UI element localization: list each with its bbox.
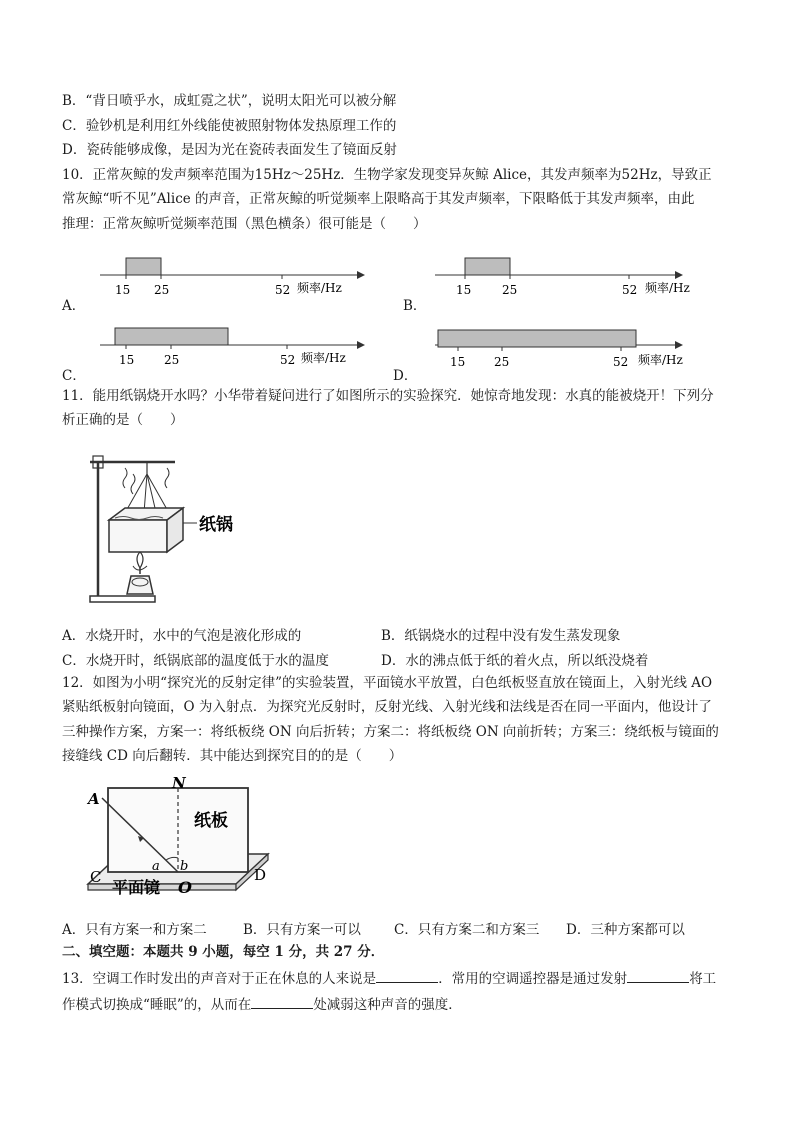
q10-a-tick-15: 15: [115, 283, 131, 297]
q11-option-c: C．水烧开时，纸锅底部的温度低于水的温度: [62, 653, 329, 669]
section-2-heading: 二、填空题：本题共 9 小题，每空 1 分，共 27 分．: [62, 944, 385, 960]
q10-b-tick-15: 15: [456, 283, 472, 297]
q13-line2: [62, 994, 462, 1014]
q10-a-tick-25: 25: [154, 283, 170, 297]
q10-option-c-scale: [95, 322, 375, 372]
q10-b-unit: 频率/Hz: [645, 281, 690, 295]
q10-option-d-label: D．: [393, 368, 418, 384]
q12-label-a: A: [88, 790, 100, 808]
q13-blank-3[interactable]: [251, 994, 313, 1009]
q12-stem-line2: 紧贴纸板射向镜面，O 为入射点．为探究光反射时，反射光线、入射光线和法线是否在同一平面内，他设计了: [62, 699, 712, 715]
q11-paper-pot-figure: [85, 448, 265, 608]
q10-option-b-scale: [430, 252, 710, 302]
q12-option-c: C．只有方案二和方案三: [394, 922, 540, 938]
q10-a-bar: [126, 258, 161, 275]
q11-option-b: B．纸锅烧水的过程中没有发生蒸发现象: [381, 628, 621, 644]
q12-label-angle-b: b: [180, 859, 189, 874]
q11-stem-line1: 11．能用纸锅烧开水吗？小华带着疑问进行了如图所示的实验探究．她惊奇地发现：水真的能被烧开！下列分: [62, 388, 714, 404]
q11-stem-line2: 析正确的是（ ）: [62, 412, 184, 428]
q10-a-tick-52: 52: [275, 283, 291, 297]
q10-stem-line3: 推理：正常灰鲸听觉频率范围（黑色横条）很可能是（ ）: [62, 216, 427, 232]
q13-blank-2[interactable]: [627, 968, 689, 983]
q10-c-bar: [115, 328, 228, 345]
q10-option-a-label: A．: [62, 298, 86, 314]
q13-text-1: 13．空调工作时发出的声音对于正在休息的人来说是: [62, 971, 377, 987]
q12-label-mirror: 平面镜: [112, 878, 161, 897]
q10-d-unit: 频率/Hz: [638, 353, 683, 367]
q10-option-d-scale: [430, 322, 710, 372]
q11-figure-label: 纸锅: [199, 515, 233, 535]
q10-d-tick-25: 25: [494, 355, 510, 369]
q13-blank-1[interactable]: [376, 968, 438, 983]
q10-c-tick-15: 15: [119, 353, 135, 367]
q12-label-n: N: [172, 776, 186, 792]
q10-option-c-label: C．: [62, 368, 86, 384]
q12-reflection-figure: [82, 776, 282, 906]
q10-stem-line2: 常灰鲸“听不见”Alice 的声音，正常灰鲸的听觉频率上限略高于其发声频率，下限略低于其发声频率，由此: [62, 191, 695, 207]
q12-stem-line4: 接缝线 CD 向后翻转．其中能达到探究目的的是（ ）: [62, 748, 403, 764]
q12-option-b: B．只有方案一可以: [243, 922, 361, 938]
q12-label-c: C: [90, 868, 102, 886]
q12-option-a: A．只有方案一和方案二: [62, 922, 207, 938]
q10-b-bar: [465, 258, 510, 275]
q11-option-d: D．水的沸点低于纸的着火点，所以纸没烧着: [381, 653, 649, 669]
q12-stem-line3: 三种操作方案，方案一：将纸板绕 ON 向后折转；方案二：将纸板绕 ON 向前折转；方案三：绕纸板与镜面的: [62, 724, 719, 740]
q10-d-tick-15: 15: [450, 355, 466, 369]
q10-option-b-label: B．: [403, 298, 427, 314]
q10-c-unit: 频率/Hz: [301, 351, 346, 365]
q13-text-5: 处减弱这种声音的强度．: [313, 997, 462, 1013]
q12-label-angle-a: a: [152, 859, 160, 874]
q9-option-b: B．“背日喷乎水，成虹霓之状”，说明太阳光可以被分解: [62, 93, 397, 109]
q13-line1: [62, 968, 716, 988]
q12-label-d: D: [254, 866, 267, 884]
q11-option-a: A．水烧开时，水中的气泡是液化形成的: [62, 628, 302, 644]
q10-c-tick-25: 25: [164, 353, 180, 367]
q9-option-c: C．验钞机是利用红外线能使被照射物体发热原理工作的: [62, 118, 397, 134]
q10-d-tick-52: 52: [613, 355, 629, 369]
q12-label-o: O: [178, 878, 192, 897]
q12-stem-line1: 12．如图为小明“探究光的反射定律”的实验装置，平面镜水平放置，白色纸板竖直放在镜面上，入射光线 AO: [62, 675, 713, 691]
q10-stem-line1: 10．正常灰鲸的发声频率范围为15Hz～25Hz．生物学家发现变异灰鲸 Alice，其发声频率为52Hz，导致正: [62, 167, 712, 183]
q10-option-a-scale: [95, 252, 375, 302]
q10-b-tick-25: 25: [502, 283, 518, 297]
q13-text-4: 作模式切换成“睡眠”的，从而在: [62, 997, 252, 1013]
q12-option-d: D．三种方案都可以: [566, 922, 685, 938]
q9-option-d: D．瓷砖能够成像，是因为光在瓷砖表面发生了镜面反射: [62, 142, 397, 158]
q12-label-board: 纸板: [194, 811, 228, 831]
q13-text-3: 将工: [689, 971, 717, 987]
q10-c-tick-52: 52: [280, 353, 296, 367]
q10-b-tick-52: 52: [622, 283, 638, 297]
q10-a-unit: 频率/Hz: [297, 281, 342, 295]
q13-text-2: ．常用的空调遥控器是通过发射: [438, 971, 628, 987]
q10-d-bar: [438, 330, 636, 347]
